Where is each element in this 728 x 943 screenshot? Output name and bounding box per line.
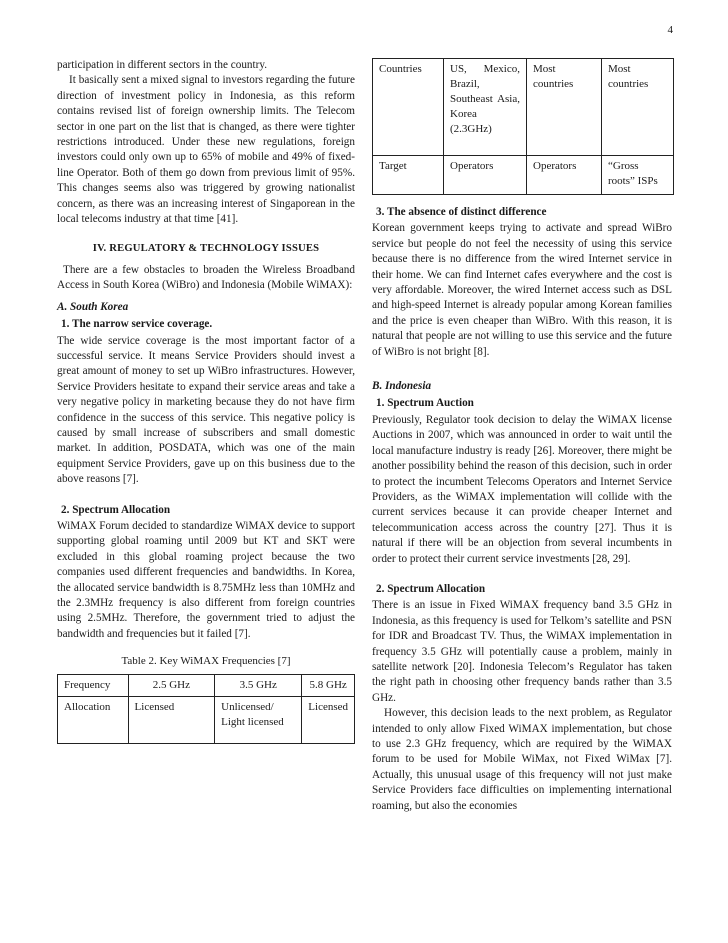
table-row xyxy=(58,674,355,696)
page-number: 4 xyxy=(667,24,673,36)
table-row xyxy=(58,696,355,743)
table-cell: Unlicensed/ Light licensed xyxy=(215,696,302,743)
paragraph-obstacles: There are a few obstacles to broaden the Wireless Broadband Access in South Korea (WiBro) and Indonesia (Mobile WiMAX): xyxy=(57,263,355,292)
table-cell: US, Mexico, Brazil, Southeast Asia, Korea (2.3GHz) xyxy=(444,59,527,156)
heading-spectrum-allocation-korea: 2. Spectrum Allocation xyxy=(61,503,171,516)
table-cell: 3.5 GHz xyxy=(215,674,302,696)
subsection-heading-indonesia: B. Indonesia xyxy=(372,380,432,393)
table-wimax-bands-continued xyxy=(372,58,674,195)
paragraph-spectrum-allocation-korea: WiMAX Forum decided to standardize WiMAX device to support supporting global roaming until 2009 but KT and SKT were excluded in this global roaming project because the two companies used different frequencies and bandwidths. In Korea, the allocated service bandwidth is 8.75MHz less than 10MHz and the 2.3MHz frequency is also different from foreign countries using 2.5MHz. Therefore, the government tried to adjust the bandwidth and frequencies but it failed [7]. xyxy=(57,519,355,640)
table-cell: “Gross roots” ISPs xyxy=(602,156,674,195)
table-cell: 5.8 GHz xyxy=(302,674,355,696)
table-cell: Countries xyxy=(373,59,444,156)
paragraph-absence-difference: Korean government keeps trying to activate and spread WiBro service but people do not feel the necessity of using this service because there is no difference from the wired Internet service in their home. We can find Internet cafes everywhere and the cost is very affordable. Moreover, the wired Internet access such as DSL and high-speed Internet is already popular among Korean families and the price is even cheaper than WiBro. With this reason, it is natural that people are not willing to use this service and the future of WiBro is not bright [8]. xyxy=(372,222,672,358)
table-cell: Most countries xyxy=(527,59,602,156)
left-column xyxy=(57,58,355,744)
heading-spectrum-auction: 1. Spectrum Auction xyxy=(376,397,474,410)
table-row xyxy=(373,59,674,156)
table-cell: Allocation xyxy=(58,696,129,743)
section-heading-iv: IV. REGULATORY & TECHNOLOGY ISSUES xyxy=(92,243,320,255)
table-cell: Operators xyxy=(527,156,602,195)
subsection-heading-south-korea: A. South Korea xyxy=(57,300,129,313)
table-cell: Frequency xyxy=(58,674,129,696)
paragraph-intro: participation in different sectors in the country. xyxy=(57,59,268,71)
paragraph-decision-problem: However, this decision leads to the next problem, as Regulator intended to only allow Fixed WiMAX implementation, but chose to use 2.3 GHz frequency, which are required by the WiMAX forum to be used for Mobile WiMax, not Fixed WiMax [7]. Actually, this unusual usage of this frequency will not just make Service Providers face difficulties on implementing international roaming, but also the economies xyxy=(372,707,672,812)
paragraph-spectrum-auction: Previously, Regulator took decision to delay the WiMAX license Auctions in 2007, which was announced in order to wait until the local manufacture industry is ready [26]. Moreover, there might be another possibility behind the reason of this decision, such in order to protect the incumbent Telecoms Operators and Internet Service Providers, as the WiMAX implementation will collide with the current services because it can provide cheaper Internet and telecommunication access across the country [27]. Thus it is natural if there will be an objection from several incumbents in order to protect their current service investments [28, 29]. xyxy=(372,413,672,565)
paragraph-mixed-signal: It basically sent a mixed signal to investors regarding the future direction of investment policy in Indonesia, as this reform contains revised list of foreign ownership limits. The Telecom sector in one part on the list that is changed, as there were tighter restrictions introduced. Under these new regulations, foreign investors could only own up to 65% of mobile and 49% of fixed-line Operator. Both of them go down from previous limit of 95%. This changes seems also was triggered by growing nationalist concern, as there was an increasing interest of Singaporean in the local telecoms industry at that time [41]. xyxy=(57,74,355,226)
table-cell: Operators xyxy=(444,156,527,195)
heading-narrow-coverage: 1. The narrow service coverage. xyxy=(61,318,213,331)
table-cell: Licensed xyxy=(302,696,355,743)
table-cell: 2.5 GHz xyxy=(128,674,215,696)
table-cell: Licensed xyxy=(128,696,215,743)
table-wimax-frequencies xyxy=(57,674,355,744)
table2-caption: Table 2. Key WiMAX Frequencies [7] xyxy=(121,655,291,668)
table-cell: Target xyxy=(373,156,444,195)
paragraph-spectrum-allocation-indonesia: There is an issue in Fixed WiMAX frequency band 3.5 GHz in Indonesia, as this frequency is used for Telkom’s satellite and PSN for IDR and Broadcast TV. Thus, the WiMAX implementation in frequency 3.5 GHz will potentially cause a problem, mainly in satellite network [20]. Indonesia Telecom’s Regulator has taken the right path in choosing other frequency bands rather than 3.5 GHz. xyxy=(372,599,672,704)
heading-absence-difference: 3. The absence of distinct difference xyxy=(376,206,547,218)
table-cell: Most countries xyxy=(602,59,674,156)
right-column xyxy=(372,58,672,814)
paragraph-narrow-coverage: The wide service coverage is the most important factor of a successful service. It means Service Providers should invest a great amount of money to set up WiBro infrastructures. However, Service Providers hesitate to expand their service areas and take a very negative policy in marketing because they do not have firm confidence in the success of this service. This negative policy is caused by small increase of subscribers and small domestic market. In addition, POSDATA, which was one of the main equipment Service Providers, gave up on this business due to the above reasons [7]. xyxy=(57,334,355,486)
table-row xyxy=(373,156,674,195)
heading-spectrum-allocation-indonesia: 2. Spectrum Allocation xyxy=(376,582,486,595)
